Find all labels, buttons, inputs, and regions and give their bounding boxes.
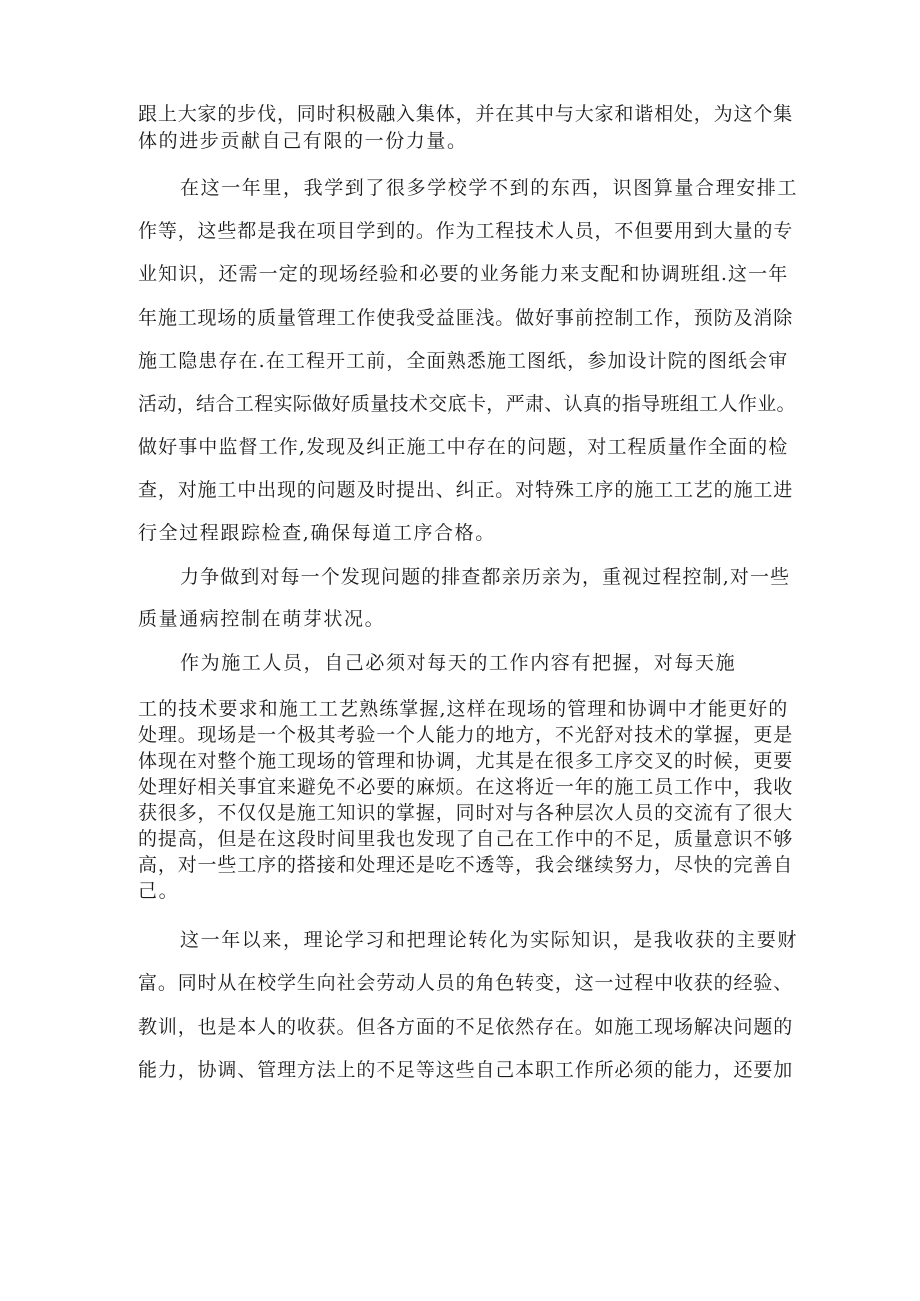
paragraph-5-line-6: 的提高，但是在这段时间里我也发现了自己在工作中的不足，质量意识不够 bbox=[138, 828, 794, 850]
paragraph-1-line-1: 跟上大家的步伐，同时积极融入集体，并在其中与大家和谐相处，为这个集 bbox=[138, 103, 794, 125]
paragraph-2-line-2: 作等，这些都是我在项目学到的。作为工程技术人员，不但要用到大量的专 bbox=[138, 220, 794, 242]
paragraph-1-line-2: 体的进步贡献自己有限的一份力量。 bbox=[138, 130, 468, 152]
paragraph-2-line-5: 施工隐患存在.在工程开工前，全面熟悉施工图纸，参加设计院的图纸会审 bbox=[138, 350, 789, 372]
paragraph-2-line-9: 行全过程跟踪检查,确保每道工序合格。 bbox=[138, 522, 496, 544]
paragraph-5-line-3: 体现在对整个施工现场的管理和协调，尤其是在很多工序交叉的时候，更要 bbox=[138, 750, 794, 772]
paragraph-5-line-5: 获很多，不仅仅是施工知识的掌握，同时对与各种层次人员的交流有了很大 bbox=[138, 802, 794, 824]
paragraph-2-line-4: 年施工现场的质量管理工作使我受益匪浅。做好事前控制工作，预防及消除 bbox=[138, 307, 794, 329]
paragraph-2-line-1: 在这一年里，我学到了很多学校学不到的东西，识图算量合理安排工 bbox=[180, 177, 799, 199]
paragraph-5-line-8: 己。 bbox=[138, 880, 180, 902]
paragraph-3-line-1: 力争做到对每一个发现问题的排查都亲历亲为，重视过程控制,对一些 bbox=[180, 566, 791, 588]
paragraph-2-line-8: 查，对施工中出现的问题及时提出、纠正。对特殊工序的施工工艺的施工进 bbox=[138, 479, 794, 501]
paragraph-2-line-6: 活动，结合工程实际做好质量技术交底卡，严肃、认真的指导班组工人作业。 bbox=[138, 393, 796, 415]
paragraph-3-line-2: 质量通病控制在萌芽状况。 bbox=[138, 608, 386, 630]
paragraph-2-line-7: 做好事中监督工作,发现及纠正施工中存在的问题，对工程质量作全面的检 bbox=[138, 436, 789, 458]
paragraph-5-line-1: 工的技术要求和施工工艺熟练掌握,这样在现场的管理和协调中才能更好的 bbox=[138, 698, 789, 720]
paragraph-6-line-3: 教训，也是本人的收获。但各方面的不足依然存在。如施工现场解决问题的 bbox=[138, 1016, 794, 1038]
paragraph-6-line-4: 能力，协调、管理方法上的不足等这些自己本职工作所必须的能力，还要加 bbox=[138, 1059, 794, 1081]
paragraph-6-line-2: 富。同时从在校学生向社会劳动人员的角色转变，这一过程中收获的经验、 bbox=[138, 972, 794, 994]
paragraph-4-line-1: 作为施工人员，自己必须对每天的工作内容有把握，对每天施 bbox=[180, 652, 737, 674]
paragraph-5-line-7: 高，对一些工序的搭接和处理还是吃不透等，我会继续努力，尽快的完善自 bbox=[138, 854, 794, 876]
paragraph-2-line-3: 业知识，还需一定的现场经验和必要的业务能力来支配和协调班组.这一年 bbox=[138, 263, 789, 285]
paragraph-5-line-4: 处理好相关事宜来避免不必要的麻烦。在这将近一年的施工员工作中，我收 bbox=[138, 776, 794, 798]
paragraph-6-line-1: 这一年以来，理论学习和把理论转化为实际知识，是我收获的主要财 bbox=[180, 929, 799, 951]
paragraph-5-line-2: 处理。现场是一个极其考验一个人能力的地方，不光舒对技术的掌握，更是 bbox=[138, 724, 794, 746]
